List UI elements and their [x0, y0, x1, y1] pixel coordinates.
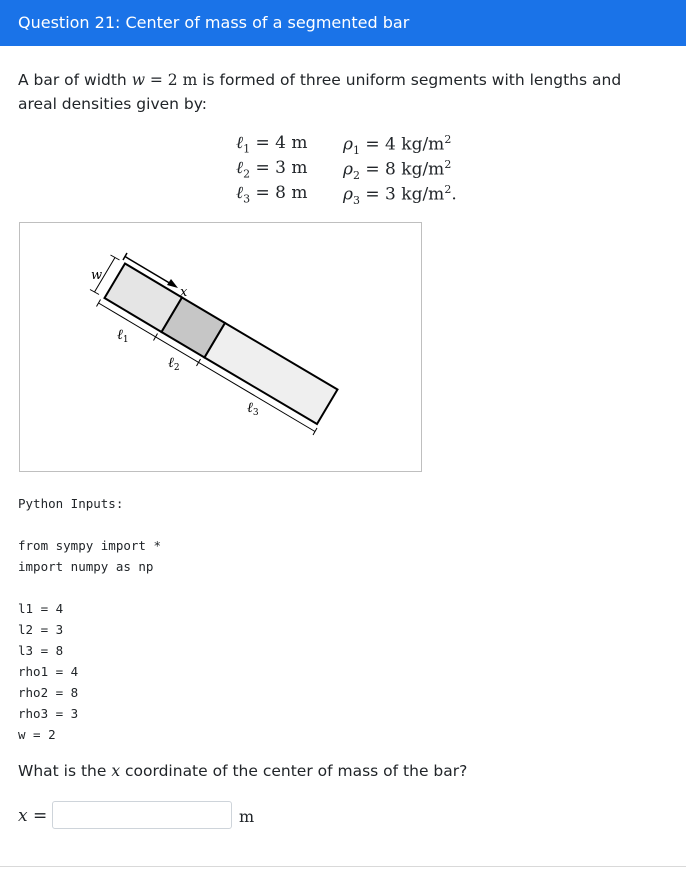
problem-statement: [18, 68, 658, 116]
question-title: Question 21: Center of mass of a segmented bar: [18, 13, 410, 32]
code-line: rho2 = 8: [18, 685, 79, 700]
code-line: w = 2: [18, 727, 56, 742]
label-l3: ℓ$_3$: [247, 400, 259, 418]
code-line: rho1 = 4: [18, 664, 79, 679]
segment-3: [205, 323, 338, 424]
bar-diagram: [20, 223, 421, 471]
label-x: x: [180, 285, 188, 300]
label-w: w: [91, 268, 103, 283]
question-header: [0, 0, 686, 46]
code-line: from sympy import *: [18, 538, 161, 553]
bar-figure: [19, 222, 422, 472]
width-variable: w: [131, 71, 145, 89]
python-inputs-heading: Python Inputs:: [18, 496, 124, 511]
code-line: import numpy as np: [18, 559, 154, 574]
density-eq-2: $\rho_2 = 8$ $kg/m^2$: [343, 158, 452, 183]
code-line: rho3 = 3: [18, 706, 79, 721]
width-value: = 2 m: [144, 71, 198, 89]
intro-prefix: A bar of width: [18, 71, 132, 89]
code-line: l1 = 4: [18, 601, 64, 616]
answer-input[interactable]: [52, 801, 232, 829]
code-line: l3 = 8: [18, 643, 64, 658]
density-eq-1: $\rho_1 = 4$ $kg/m^2$: [343, 133, 452, 158]
label-l1: ℓ$_1$: [117, 327, 129, 345]
answer-unit: m: [239, 807, 255, 826]
label-l2: ℓ$_2$: [168, 355, 180, 373]
length-eq-2: ℓ$_2$ = 3 m: [236, 158, 308, 181]
intro-suffix: is formed of three uniform segments with lengths and areal densities given by:: [18, 71, 622, 113]
question-text: What is the x coordinate of the center of mass of the bar?: [18, 762, 468, 780]
density-eq-3: $\rho_3 = 3$ $kg/m^2$.: [343, 183, 457, 208]
length-eq-3: ℓ$_3$ = 8 m: [236, 183, 308, 206]
answer-label: x =: [18, 806, 48, 826]
code-line: l2 = 3: [18, 622, 64, 637]
bottom-divider: [0, 866, 686, 867]
length-eq-1: ℓ$_1$ = 4 m: [236, 133, 308, 156]
